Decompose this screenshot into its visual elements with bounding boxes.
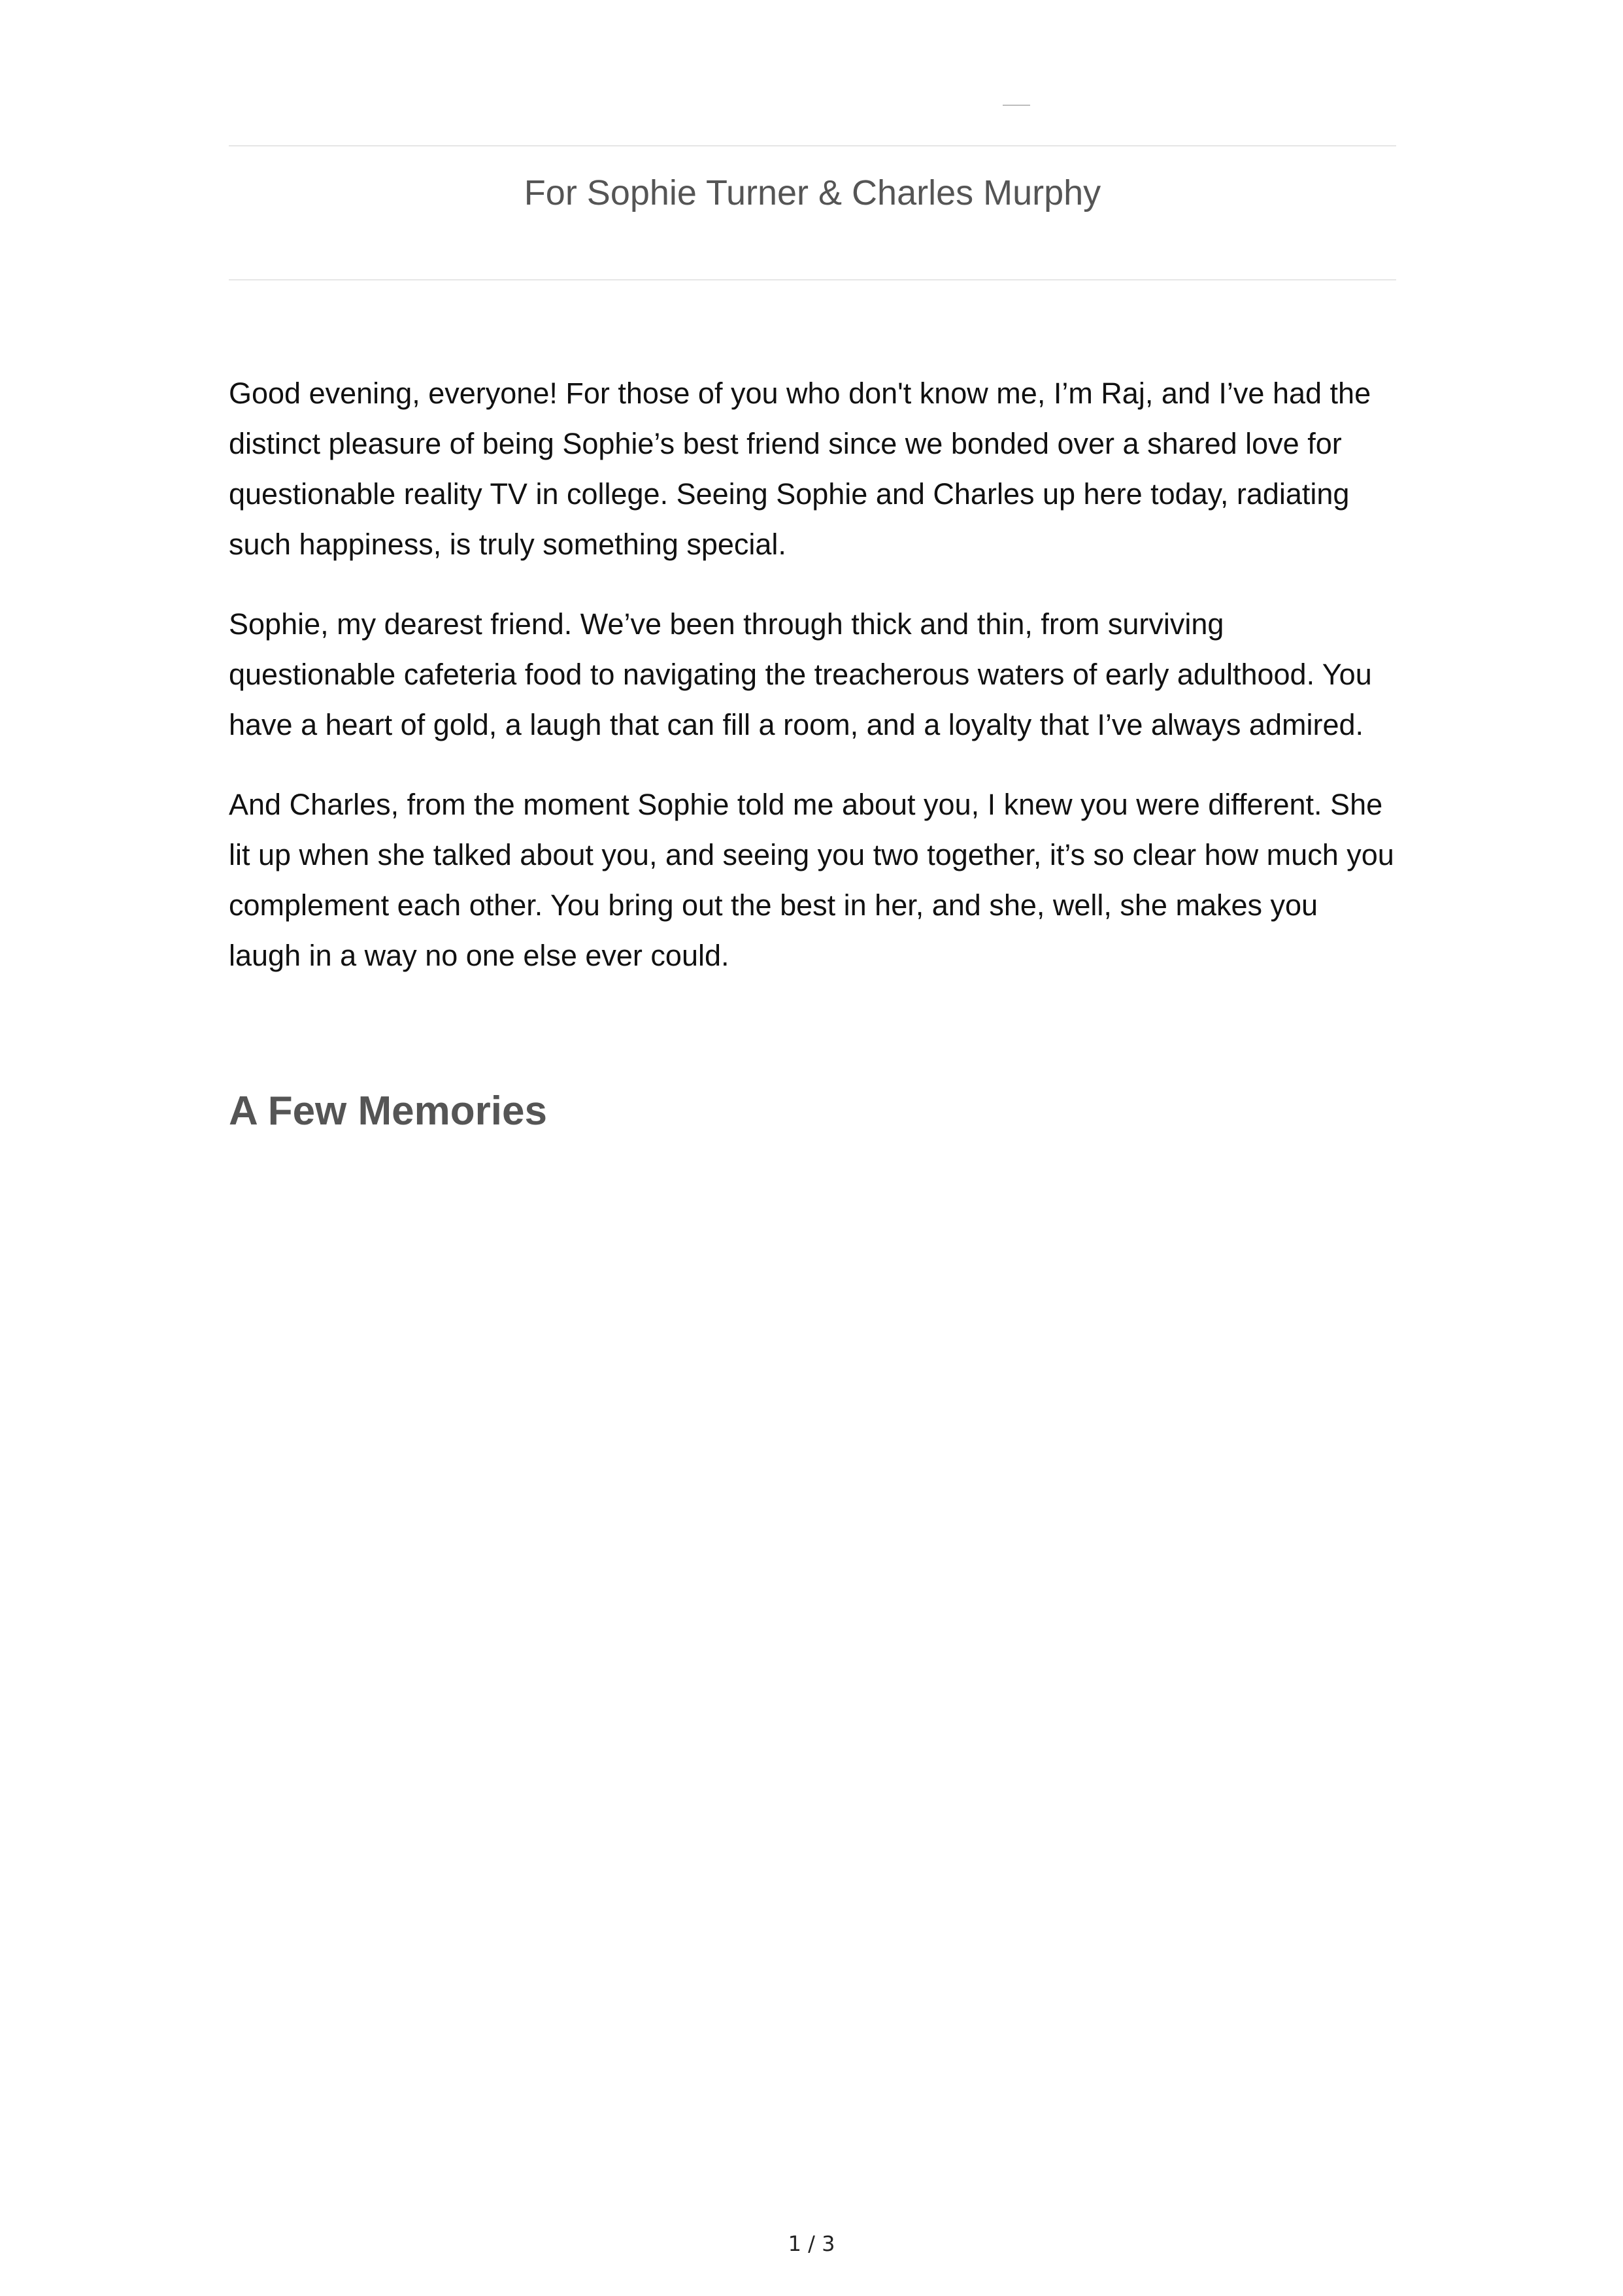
speech-body <box>229 368 1396 1010</box>
header-mark <box>1003 105 1030 106</box>
paragraph-1: Good evening, everyone! For those of you who don't know me, I’m Raj, and I’ve had the distinct pleasure of being Sophie’s best friend since we bonded over a shared love for questionable reality TV in college. Seeing Sophie and Charles up here today, radiating such happiness, is truly something special. <box>229 377 1371 561</box>
header-divider-bottom <box>229 279 1396 280</box>
section-heading: A Few Memories <box>229 1089 547 1134</box>
document-subtitle: For Sophie Turner & Charles Murphy <box>524 173 1101 212</box>
header-divider-top <box>229 145 1396 146</box>
paragraph-2: Sophie, my dearest friend. We’ve been through thick and thin, from surviving questionable cafeteria food to navigating the treacherous waters of early adulthood. You have a heart of gold, a laugh that can fill a room, and a loyalty that I’ve always admired. <box>229 607 1372 741</box>
paragraph-3: And Charles, from the moment Sophie told me about you, I knew you were different. She lit up when she talked about you, and seeing you two together, it’s so clear how much you complement each other. You bring out the best in her, and she, well, she makes you laugh in a way no one else ever could. <box>229 788 1394 972</box>
page-number: 1 / 3 <box>788 2231 835 2256</box>
